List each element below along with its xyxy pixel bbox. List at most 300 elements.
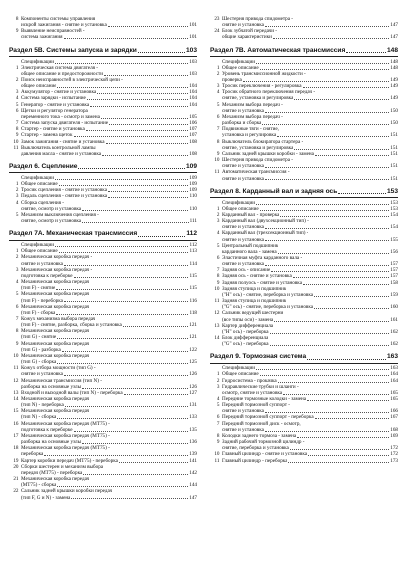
entry-body bbox=[222, 439, 398, 451]
entry-page: 116 bbox=[189, 297, 197, 304]
entry-page: 154 bbox=[390, 211, 398, 218]
entry-number: 10 bbox=[13, 352, 19, 359]
entry-number: 8 bbox=[216, 432, 220, 439]
entry-number: 12 bbox=[214, 310, 220, 317]
entry-page: 172 bbox=[390, 445, 398, 452]
entry-title: разборка и сборка bbox=[222, 120, 262, 127]
entry-title: Шестерня привода спидометра - bbox=[222, 16, 294, 22]
dot-leader bbox=[265, 26, 389, 27]
entry-body bbox=[21, 28, 197, 40]
entry-number: 15 bbox=[13, 408, 19, 415]
entry-page: 154 bbox=[390, 224, 398, 231]
entry-body bbox=[222, 114, 398, 126]
dot-leader bbox=[294, 149, 389, 150]
entry-page: 149 bbox=[390, 95, 398, 102]
entry-page: 141 bbox=[189, 457, 197, 464]
entry-number: 9 bbox=[216, 439, 220, 446]
toc-entry bbox=[210, 402, 398, 414]
entry-number: 13 bbox=[13, 389, 19, 396]
entry-title: Задняя ступица и подшипник bbox=[222, 285, 287, 292]
entry-page: 155 bbox=[390, 236, 398, 243]
dot-leader bbox=[82, 222, 189, 223]
entry-title: Механическая коробка передач - bbox=[21, 254, 93, 261]
entry-title: снятие и установка bbox=[222, 175, 264, 182]
dot-leader bbox=[260, 69, 390, 70]
entry-number: 1 bbox=[15, 248, 19, 255]
dot-leader bbox=[315, 418, 390, 419]
entry-number: 2 bbox=[216, 377, 220, 384]
toc-entry bbox=[9, 488, 197, 500]
section-heading bbox=[9, 47, 197, 57]
dot-leader bbox=[265, 167, 389, 168]
entry-page: 149 bbox=[390, 77, 398, 83]
entry-body bbox=[21, 476, 197, 488]
entry-body bbox=[21, 254, 197, 266]
entry-page: 115 bbox=[189, 272, 197, 279]
entry-title: (тип F) - переборка bbox=[21, 297, 63, 304]
entry-title: Шестерня привода спидометра - bbox=[222, 157, 294, 164]
entry-title: Блок зубчатой передачи - bbox=[222, 28, 278, 35]
entry-body bbox=[21, 212, 197, 224]
entry-title: Подвижные тяги - снятие, bbox=[222, 126, 279, 133]
dot-leader bbox=[59, 185, 189, 186]
entry-number: 5 bbox=[216, 402, 220, 409]
toc-entry bbox=[9, 378, 197, 390]
dot-leader bbox=[83, 474, 188, 475]
entry-title: снятие и установка bbox=[222, 236, 264, 243]
entry-title: (тип N) - сборка bbox=[21, 414, 57, 421]
entry-title: Спецификации bbox=[21, 242, 54, 249]
entry-line bbox=[222, 176, 398, 182]
toc-section bbox=[210, 188, 398, 348]
entry-body bbox=[21, 65, 197, 77]
dot-leader bbox=[346, 52, 386, 53]
entry-number: 11 bbox=[13, 144, 19, 151]
entry-body bbox=[21, 291, 197, 303]
section-heading bbox=[9, 230, 197, 240]
entry-title: снятие и установка bbox=[222, 426, 264, 433]
toc-entry bbox=[210, 286, 398, 298]
entry-title: искрой зажигания - снятие и установка bbox=[21, 22, 107, 29]
dot-leader bbox=[265, 412, 389, 413]
entry-page: 150 bbox=[390, 120, 398, 127]
toc-entry bbox=[9, 433, 197, 445]
entry-number: 4 bbox=[15, 279, 19, 286]
entry-title: Механизм выбора передач - bbox=[222, 101, 283, 108]
entry-title: (тип F) - снятие, разборка, сборка и установка bbox=[21, 322, 122, 329]
entry-number: 16 bbox=[13, 420, 19, 427]
dot-leader bbox=[314, 296, 389, 297]
toc-entry bbox=[9, 476, 197, 488]
toc-entry bbox=[210, 310, 398, 322]
entry-title: Механизм выключения сцепления - bbox=[21, 211, 99, 218]
entry-title: снятие, установка и регулировка bbox=[222, 95, 294, 102]
entry-title: Механизм выбора передач - bbox=[222, 113, 283, 120]
toc-entry bbox=[210, 114, 398, 126]
entry-title: (тип F, G и N) - замена bbox=[21, 494, 71, 501]
entry-title: Спецификации bbox=[21, 174, 54, 181]
entry-number: 8 bbox=[15, 328, 19, 335]
entry-title: снятие и установка bbox=[222, 261, 264, 268]
entry-title: снятие и установка bbox=[21, 260, 63, 267]
entry-title: Спецификации bbox=[21, 58, 54, 65]
dot-leader bbox=[64, 38, 189, 39]
entry-number: 9 bbox=[15, 28, 19, 35]
toc-entry bbox=[210, 298, 398, 310]
entry-title: Генератор - снятие и установка bbox=[21, 101, 90, 108]
entry-body bbox=[21, 341, 197, 353]
entry-title: Механическая коробка передач bbox=[21, 328, 90, 335]
entry-title: ("G" ось) - снятие, переборка и установка bbox=[222, 304, 314, 311]
entry-title: Картер коробки передач (MT75) - переборка bbox=[21, 457, 118, 464]
entry-page: 107 bbox=[189, 126, 197, 133]
dot-leader bbox=[101, 118, 188, 119]
dot-leader bbox=[277, 136, 389, 137]
entry-page: 127 bbox=[189, 389, 197, 396]
entry-page: 105 bbox=[189, 113, 197, 120]
entry-body bbox=[21, 316, 197, 328]
entry-title: Поиск неисправностей в электрической цепи - bbox=[21, 77, 123, 83]
entry-page: 126 bbox=[189, 371, 197, 378]
entry-number: 9 bbox=[216, 279, 220, 286]
entry-body bbox=[21, 365, 197, 377]
entry-line bbox=[21, 495, 197, 501]
entry-number: 4 bbox=[15, 199, 19, 206]
dot-leader bbox=[64, 301, 189, 302]
toc-entry bbox=[9, 353, 197, 365]
entry-title: Механическая коробка передач (MT75) - bbox=[21, 445, 110, 452]
entry-title: (тип G) - снятие bbox=[21, 334, 57, 341]
entry-title: Электрическая система двигателя - bbox=[21, 64, 98, 71]
entry-title: Передний тормозной суппорт - bbox=[222, 402, 290, 409]
dot-leader bbox=[278, 382, 390, 383]
entry-title: Сальник задней крышки коробки передач bbox=[21, 488, 113, 495]
entry-body bbox=[21, 353, 197, 365]
entry-title: ("Н" ось) - переборка bbox=[222, 328, 269, 335]
toc-entry bbox=[9, 77, 197, 89]
dot-leader bbox=[64, 375, 188, 376]
entry-title: Автоматическая трансмиссия - bbox=[222, 169, 290, 176]
entry-page: 165 bbox=[390, 396, 398, 402]
entry-page: 151 bbox=[390, 163, 398, 170]
entry-number: 21 bbox=[13, 476, 19, 483]
entry-title: переменного тока - осмотр и замена bbox=[21, 113, 100, 120]
entry-page: 125 bbox=[189, 359, 197, 366]
dot-leader bbox=[280, 216, 389, 217]
entry-page: 122 bbox=[189, 346, 197, 353]
entry-title: Задняя ступица и подшипник bbox=[222, 298, 287, 305]
toc-section bbox=[210, 47, 398, 182]
toc-entry bbox=[9, 200, 197, 212]
entry-body bbox=[222, 286, 398, 298]
entry-title: снятие и установка bbox=[21, 371, 63, 378]
entry-number: 11 bbox=[214, 169, 220, 176]
entry-page: 157 bbox=[390, 267, 398, 274]
entry-title: давления масла - снятие и установка bbox=[21, 150, 102, 157]
entry-page: 164 bbox=[390, 377, 398, 384]
entry-title: Передний тормозной суппорт - переборка bbox=[222, 414, 314, 421]
entry-title: Общее описание bbox=[21, 248, 58, 255]
dot-leader bbox=[108, 197, 188, 198]
entry-body bbox=[21, 488, 197, 500]
entry-title: Механическая коробка передач (MT75) - bbox=[21, 432, 110, 439]
entry-body bbox=[222, 16, 398, 28]
dot-leader bbox=[297, 437, 389, 438]
dot-leader bbox=[108, 191, 188, 192]
dot-leader bbox=[265, 265, 389, 266]
dot-leader bbox=[82, 443, 188, 444]
right-column bbox=[210, 16, 398, 464]
entry-title: Центральный подшипник bbox=[222, 242, 279, 249]
toc-entry bbox=[9, 316, 197, 328]
toc-entry bbox=[9, 445, 197, 457]
entry-title: снятие, переборка и установка bbox=[222, 445, 289, 452]
entry-line bbox=[21, 34, 197, 40]
entry-title: ("G" ось) - переборка bbox=[222, 341, 269, 348]
dot-leader bbox=[294, 99, 389, 100]
dot-leader bbox=[64, 265, 189, 266]
dot-leader bbox=[82, 388, 188, 389]
entry-number: 20 bbox=[13, 463, 19, 470]
entry-title: Механическая коробка передач bbox=[21, 340, 90, 347]
entry-title: снятие, установка и регулировка bbox=[222, 144, 294, 151]
entry-title: (тип G) - сборка bbox=[21, 359, 57, 366]
entry-page: 121 bbox=[189, 322, 197, 329]
entry-title: Механическая коробка передач bbox=[21, 291, 90, 298]
entry-page: 151 bbox=[390, 150, 398, 157]
toc-entry bbox=[9, 212, 197, 224]
entry-body bbox=[21, 267, 197, 279]
entry-title: Сборки шестерен и механизм выбора bbox=[21, 463, 104, 470]
entry-title: Сальник задней крышки коробки - замена bbox=[222, 150, 314, 157]
entry-page: 103 bbox=[189, 70, 197, 77]
entry-number: 11 bbox=[13, 365, 19, 372]
toc-entry bbox=[9, 421, 197, 433]
toc-entry bbox=[210, 323, 398, 335]
toc-entry bbox=[9, 365, 197, 377]
toc-entry bbox=[9, 341, 197, 353]
dot-leader bbox=[87, 99, 189, 100]
dot-leader bbox=[260, 210, 390, 211]
dot-leader bbox=[65, 406, 188, 407]
entry-number: 4 bbox=[15, 95, 19, 102]
toc-entry bbox=[210, 28, 398, 40]
entry-page: 153 bbox=[390, 205, 398, 212]
entry-number: 8 bbox=[15, 16, 19, 22]
entry-title: (тип F) - сборка bbox=[21, 309, 56, 316]
dot-leader bbox=[265, 112, 389, 113]
entry-title: общие характеристики bbox=[222, 34, 272, 41]
dot-leader bbox=[74, 431, 189, 432]
section-title: Раздел 7В. Автоматическая трансмиссия bbox=[210, 46, 346, 54]
entry-page: 109 bbox=[189, 174, 197, 181]
entry-title: Механическая коробка передач bbox=[21, 352, 90, 359]
entry-title: Задняя ось - описание bbox=[222, 267, 271, 274]
dot-leader bbox=[55, 179, 188, 180]
entry-page: 153 bbox=[390, 199, 398, 206]
toc-entry bbox=[9, 254, 197, 266]
entry-line bbox=[21, 218, 197, 224]
entry-page: 148 bbox=[390, 64, 398, 71]
entry-page: 166 bbox=[390, 408, 398, 415]
entry-page: 159 bbox=[390, 291, 398, 298]
entry-number: 5 bbox=[15, 291, 19, 298]
entry-page: 148 bbox=[390, 58, 398, 65]
entry-page: 162 bbox=[390, 328, 398, 335]
toc-entry bbox=[9, 328, 197, 340]
entry-title: карданного вала - замена bbox=[222, 248, 277, 255]
entry-page: 172 bbox=[390, 451, 398, 458]
dot-leader bbox=[82, 210, 188, 211]
entry-page: 135 bbox=[189, 426, 197, 433]
entry-number: 3 bbox=[15, 266, 19, 273]
entry-body bbox=[21, 145, 197, 157]
entry-body bbox=[21, 16, 197, 28]
entry-number: 5 bbox=[216, 101, 220, 108]
entry-number: 23 bbox=[214, 16, 220, 22]
entry-body bbox=[222, 255, 398, 267]
entry-number: 3 bbox=[216, 218, 220, 225]
entry-number: 2 bbox=[15, 254, 19, 261]
entry-body bbox=[21, 378, 197, 390]
dot-leader bbox=[290, 449, 389, 450]
dot-leader bbox=[57, 363, 188, 364]
entry-number: 11 bbox=[214, 457, 220, 464]
section-page: 103 bbox=[185, 46, 197, 54]
section-heading bbox=[210, 353, 398, 363]
entry-page: 111 bbox=[189, 218, 197, 225]
entry-body bbox=[21, 433, 197, 445]
toc-entry bbox=[9, 267, 197, 279]
dot-leader bbox=[57, 338, 188, 339]
entry-page: 158 bbox=[390, 279, 398, 286]
entry-title: Главный цилиндр - снятие и установка bbox=[222, 451, 308, 458]
toc-entry bbox=[9, 464, 197, 476]
entry-title: Сальник ведущей шестерни bbox=[222, 310, 284, 317]
dot-leader bbox=[55, 63, 188, 64]
dot-leader bbox=[86, 130, 189, 131]
entry-number: 10 bbox=[13, 138, 19, 145]
entry-title: снятие и установка bbox=[222, 224, 264, 231]
entry-page: 110 bbox=[189, 193, 197, 200]
entry-page: 147 bbox=[189, 494, 197, 501]
dot-leader bbox=[78, 168, 185, 169]
entry-page: 144 bbox=[189, 482, 197, 489]
entry-number: 3 bbox=[216, 83, 220, 90]
entry-title: Передние тормозные колодки - замена bbox=[222, 396, 307, 402]
entry-number: 10 bbox=[214, 285, 220, 292]
toc-entry bbox=[210, 157, 398, 169]
entry-number: 6 bbox=[15, 303, 19, 310]
dot-leader bbox=[314, 308, 389, 309]
entry-title: Блок дифференциала bbox=[222, 335, 269, 341]
entry-body bbox=[222, 89, 398, 101]
entry-title: (тип F) - снятие bbox=[21, 285, 56, 292]
section-heading bbox=[9, 163, 197, 173]
entry-number: 18 bbox=[13, 445, 19, 452]
entry-number: 12 bbox=[13, 377, 19, 384]
entry-title: Механическая коробка передач bbox=[21, 408, 90, 415]
toc-entry bbox=[210, 335, 398, 347]
toc-entry bbox=[9, 145, 197, 157]
entry-body bbox=[222, 458, 398, 464]
dot-leader bbox=[288, 462, 389, 463]
entry-number: 5 bbox=[216, 242, 220, 249]
toc-entry bbox=[9, 304, 197, 316]
entry-title: Картер дифференциала bbox=[222, 322, 274, 329]
entry-title: Входной и выходной валы (тип N) - переборка bbox=[21, 389, 123, 396]
entry-title: Стартер - замена щеток bbox=[21, 132, 73, 139]
entry-body bbox=[222, 28, 398, 40]
entry-title: Выключатель контрольной лампы bbox=[21, 144, 96, 151]
entry-title: Механическая трансмиссия (тип N) - bbox=[21, 377, 102, 384]
section-heading bbox=[210, 47, 398, 57]
entry-title: Карданный вал - проверка bbox=[222, 211, 280, 218]
entry-title: Выявление неисправностей - bbox=[21, 28, 85, 35]
section-page: 112 bbox=[186, 230, 197, 238]
entry-line bbox=[222, 458, 398, 464]
toc-entry bbox=[210, 439, 398, 451]
entry-number: 14 bbox=[214, 335, 220, 341]
entry-title: снятие и установка bbox=[222, 408, 264, 415]
section-page: 148 bbox=[386, 46, 398, 54]
entry-title: (тип G) - разборка bbox=[21, 346, 61, 353]
dot-leader bbox=[57, 87, 188, 88]
section-title: Раздел 9. Тормозная система bbox=[210, 353, 307, 361]
entry-title: Выключатель блокиратора стартера - bbox=[222, 138, 304, 145]
dot-leader bbox=[56, 314, 188, 315]
entry-number: 3 bbox=[15, 89, 19, 96]
dot-leader bbox=[265, 228, 389, 229]
entry-title: Задняя полуось - снятие и установка bbox=[222, 279, 302, 286]
entry-title: система зажигания bbox=[21, 34, 63, 41]
entry-page: 112 bbox=[189, 242, 197, 249]
entry-line bbox=[222, 341, 398, 347]
entry-title: Карданный вал (двухсекционный тип) - bbox=[222, 218, 309, 225]
entry-page: 118 bbox=[189, 309, 197, 316]
entry-body bbox=[222, 421, 398, 433]
dot-leader bbox=[71, 498, 188, 499]
entry-body bbox=[222, 126, 398, 138]
entry-number: 17 bbox=[13, 432, 19, 439]
toc-entry bbox=[9, 108, 197, 120]
dot-leader bbox=[270, 345, 390, 346]
dot-leader bbox=[138, 236, 185, 237]
entry-title: Главный цилиндр - переборка bbox=[222, 457, 288, 464]
entry-title: Механическая коробка передач bbox=[21, 303, 90, 310]
entry-page: 106 bbox=[189, 120, 197, 127]
entry-title: снятие, осмотр и установка bbox=[21, 218, 82, 225]
entry-title: Карданный вал (трехсекционный тип) - bbox=[222, 230, 309, 237]
entry-page: 104 bbox=[189, 101, 197, 108]
entry-title: Тросик переключения - регулировка bbox=[222, 83, 302, 90]
entry-body bbox=[21, 421, 197, 433]
dot-leader bbox=[62, 351, 188, 352]
entry-number: 7 bbox=[216, 420, 220, 427]
entry-title: Аккумулятор - снятие и установка bbox=[21, 89, 97, 96]
entry-page: 108 bbox=[189, 150, 197, 157]
entry-title: снятие и установка bbox=[222, 163, 264, 170]
entry-body bbox=[21, 464, 197, 476]
entry-body bbox=[222, 102, 398, 114]
toc-entry bbox=[210, 243, 398, 255]
dot-leader bbox=[270, 333, 390, 334]
dot-leader bbox=[274, 321, 389, 322]
toc-entry bbox=[9, 408, 197, 420]
dot-leader bbox=[307, 359, 386, 360]
entry-number: 1 bbox=[216, 371, 220, 378]
entry-title: Передний тормозной диск - осмотр, bbox=[222, 420, 301, 427]
